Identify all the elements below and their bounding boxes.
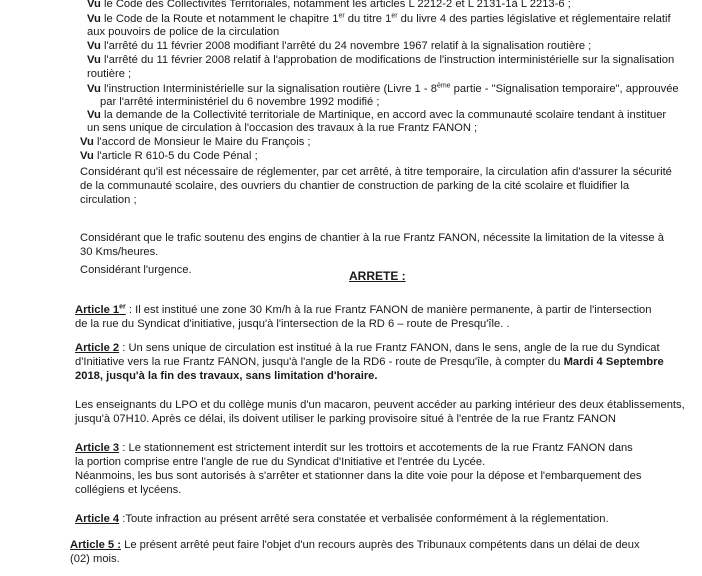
article-3-title: Article 3 (75, 442, 120, 454)
visa-line: routière ; (87, 68, 132, 80)
article-3-line: Néanmoins, les bus sont autorisés à s'arrêter et stationner dans la dite voie pour la dépose et l'embarquement des (75, 470, 642, 482)
considerant-line: Considérant qu'il est nécessaire de réglementer, par cet arrêté, à titre temporaire, la circulation afin d'assurer la sécurité (80, 166, 672, 178)
arrete-heading: ARRETE : (349, 269, 406, 283)
paragraph-line: jusqu'à 07H10. Après ce délai, ils doivent utiliser le parking provisoire situé à l'entrée de la rue Frantz FANON (75, 413, 616, 425)
visa-line: Vu l'accord de Monsieur le Maire du François ; (80, 136, 311, 148)
considerant-line: de la communauté scolaire, des ouvriers du chantier de construction de parking de la cité scolaire et fluidifier la (80, 180, 630, 192)
article-2-line: d'Initiative vers la rue Frantz FANON, jusqu'à l'angle de la RD6 - route de Presqu'île, à compter du Mardi 4 Septembre (75, 356, 664, 368)
visa-line: Vu l'arrêté du 11 février 2008 relatif à l'approbation de modifications de l'instruction interministérielle sur la signalisation (87, 54, 675, 66)
visa-line: un sens unique de circulation à l'occasion des travaux à la rue Frantz FANON ; (87, 122, 478, 134)
visa-line: Vu l'article R 610-5 du Code Pénal ; (80, 150, 258, 162)
article-2: Article 2 : Un sens unique de circulation est institué à la rue Frantz FANON, dans le sens, angle de la rue du Syndicat (75, 342, 660, 354)
article-3-line: collégiens et lycéens. (75, 484, 182, 496)
article-1: Article 1er : Il est institué une zone 30 Km/h à la rue Frantz FANON de manière permanente, à partir de l'intersection (75, 303, 652, 316)
article-4-title: Article 4 (75, 513, 120, 525)
considerant-line: 30 Kms/heures. (80, 246, 159, 258)
visa-line: Vu l'instruction Interministérielle sur la signalisation routière (Livre 1 - 8ème partie - "Signalisation temporaire", approuvée (87, 82, 679, 95)
article-4: Article 4 :Toute infraction au présent arrêté sera constatée et verbalisée conformément à la réglementation. (75, 513, 609, 525)
visa-line: par l'arrêté interministériel du 6 novembre 1992 modifié ; (100, 96, 380, 108)
article-3: Article 3 : Le stationnement est strictement interdit sur les trottoirs et accotements de la rue Frantz FANON dans (75, 442, 633, 454)
considerant-line: Considérant que le trafic soutenu des engins de chantier à la rue Frantz FANON, nécessite la limitation de la vitesse à (80, 232, 664, 244)
visa-line: Vu l'arrêté du 11 février 2008 modifiant l'arrêté du 24 novembre 1967 relatif à la signalisation routière ; (87, 40, 592, 52)
article-2-line: 2018, jusqu'à la fin des travaux, sans limitation d'horaire. (75, 370, 378, 382)
article-5: Article 5 : Le présent arrêté peut faire l'objet d'un recours auprès des Tribunaux compétents dans un délai de deux (70, 539, 640, 551)
visa-line: Vu le Code des Collectivités Territoriales, notamment les articles L 2212-2 et L 2131-1à L 2213-6 ; (87, 0, 571, 10)
visa-line: Vu la demande de la Collectivité territoriale de Martinique, en accord avec la communauté scolaire tendant à instituer (87, 109, 667, 121)
considerant-line: circulation ; (80, 194, 137, 206)
article-2-title: Article 2 (75, 342, 120, 354)
considerant-line: Considérant l'urgence. (80, 264, 192, 276)
paragraph-line: Les enseignants du LPO et du collège munis d'un macaron, peuvent accéder au parking intérieur des deux établissements, (75, 399, 685, 411)
visa-line: aux pouvoirs de police de la circulation (87, 26, 280, 38)
visa-line: Vu le Code de la Route et notamment le chapitre 1er du titre 1er du livre 4 des parties législative et réglementaire relatif (87, 12, 671, 25)
article-5-line: (02) mois. (70, 553, 120, 565)
article-5-title: Article 5 : (70, 539, 121, 551)
article-1-title: Article 1er (75, 303, 126, 316)
article-3-line: la portion comprise entre l'angle de rue du Syndicat d'Initiative et l'entrée du Lycée. (75, 456, 486, 468)
article-1-line: de la rue du Syndicat d'initiative, jusqu'à l'intersection de la RD 6 – route de Presqu'île. . (75, 318, 510, 330)
